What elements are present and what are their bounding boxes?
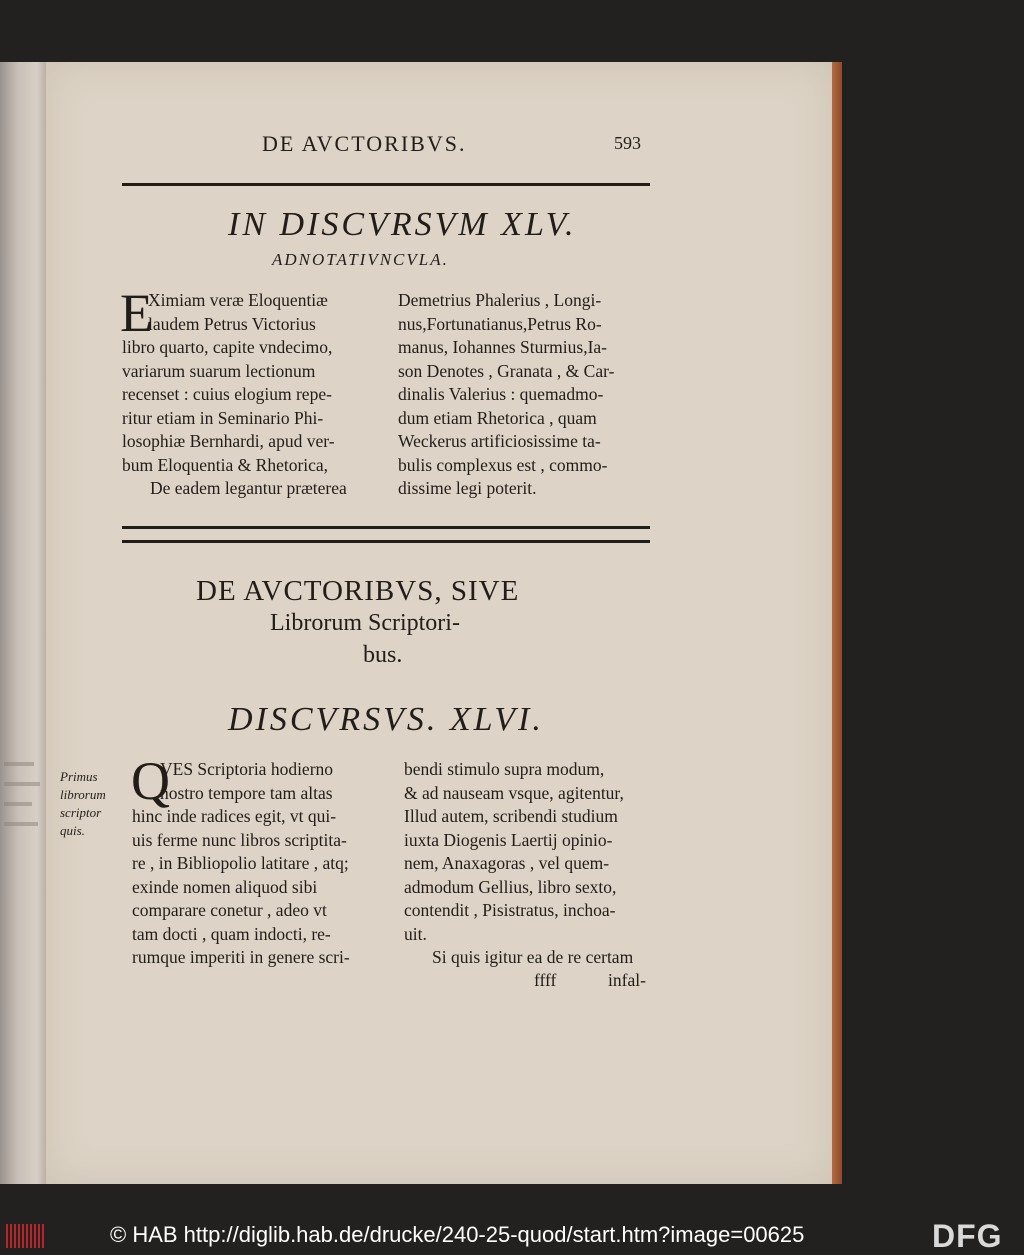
text-line: exinde nomen aliquod sibi [132, 876, 318, 897]
catchword: infal- [608, 970, 646, 990]
text-line: re , in Bibliopolio latitare , atq; [132, 853, 349, 873]
facing-page-edge [0, 62, 46, 1184]
text-line: son Denotes , Granata , & Car- [398, 360, 615, 381]
running-title: DE AVCTORIBVS. [262, 131, 467, 156]
section-divider-rule [122, 526, 650, 529]
text-line: Weckerus artificiosissime ta- [398, 431, 601, 451]
text-column-left [122, 289, 347, 501]
copyright-link[interactable]: © HAB http://diglib.hab.de/drucke/240-25-quod/start.htm?image=00625 [110, 1222, 805, 1247]
text-line: ritur etiam in Seminario Phi- [122, 407, 324, 428]
text-line: recenset : cuius elogium repe- [122, 384, 332, 404]
text-line: bum Eloquentia & Rhetorica, [122, 454, 329, 475]
signature-mark: ffff [534, 970, 557, 990]
marginal-note: Primus librorum scriptor quis. [60, 769, 106, 838]
chapter-title: Librorum Scriptori- [270, 610, 460, 636]
text-column-left [132, 758, 350, 970]
text-line: hinc inde radices egit, vt qui- [132, 806, 337, 826]
chapter-title: bus. [363, 642, 403, 668]
text-line: Demetrius Phalerius , Longi- [398, 290, 602, 310]
text-line: variarum suarum lectionum [122, 360, 316, 381]
text-line: De eadem legantur præterea [150, 478, 347, 498]
text-line: iuxta Diogenis Laertij opinio- [404, 829, 613, 850]
text-line: nostro tempore tam altas [160, 782, 333, 803]
drop-cap: Q [131, 751, 170, 811]
dfg-logo: DFG [932, 1218, 1003, 1254]
text-line: tam docti , quam indocti, re- [132, 923, 331, 944]
page-fore-edge [832, 62, 842, 1184]
text-line: uis ferme nunc libros scriptita- [132, 829, 347, 850]
section-subheading: ADNOTATIVNCVLA. [272, 250, 449, 269]
drop-cap: E [120, 283, 153, 343]
section-heading: IN DISCVRSVM XLV. [228, 206, 577, 243]
text-line: rumque imperiti in genere scri- [132, 947, 350, 967]
discourse-heading: DISCVRSVS. XLVI. [228, 701, 544, 738]
text-line: VES Scriptoria hodierno [160, 759, 334, 779]
text-line: comparare conetur , adeo vt [132, 900, 327, 920]
text-line: dinalis Valerius : quemadmo- [398, 384, 604, 404]
chapter-title: DE AVCTORIBVS, SIVE [196, 575, 520, 607]
text-line: manus, Iohannes Sturmius,Ia- [398, 337, 607, 357]
text-line: admodum Gellius, libro sexto, [404, 876, 617, 897]
text-line: losophiæ Bernhardi, apud ver- [122, 431, 335, 451]
text-column-right [404, 758, 633, 970]
header-rule [122, 183, 650, 186]
text-line: contendit , Pisistratus, inchoa- [404, 900, 616, 920]
text-line: Si quis igitur ea de re certam [432, 947, 634, 967]
text-line: uit. [404, 923, 427, 944]
text-line: bendi stimulo supra modum, [404, 759, 605, 779]
text-line: Illud autem, scribendi studium [404, 806, 618, 826]
text-line: nus,Fortunatianus,Petrus Ro- [398, 313, 602, 334]
text-line: nem, Anaxagoras , vel quem- [404, 853, 610, 873]
text-column-right [398, 289, 614, 501]
text-line: dum etiam Rhetorica , quam [398, 407, 597, 428]
section-divider-rule [122, 540, 650, 543]
text-line: bulis complexus est , commo- [398, 454, 608, 475]
barcode-icon [6, 1224, 44, 1248]
page-number: 593 [614, 133, 641, 153]
text-line: dissime legi poterit. [398, 478, 537, 498]
text-line: & ad nauseam vsque, agitentur, [404, 782, 624, 803]
text-line: laudem Petrus Victorius [148, 313, 316, 334]
text-line: libro quarto, capite vndecimo, [122, 337, 333, 357]
text-line: Ximiam veræ Eloquentiæ [148, 290, 328, 310]
